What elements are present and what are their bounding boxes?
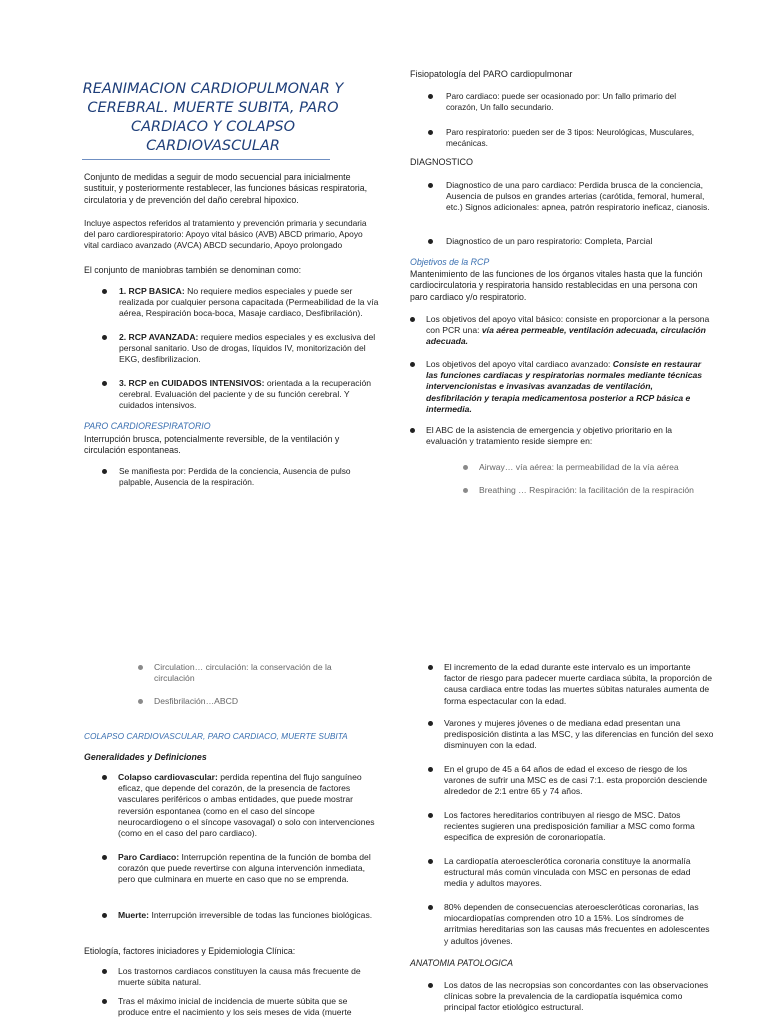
item-text: El ABC de la asistencia de emergencia y objetivo prioritario en la evaluación y tratamiento reside siempre en: [426,425,673,447]
bullet-icon [102,335,107,340]
bullet-icon [428,767,433,772]
list-item [410,359,710,425]
item-emphasis: vía aérea permeable, ventilación adecuada, circulación adecuada. [426,325,706,347]
list-item [463,462,713,485]
intro-paragraph: Conjunto de medidas a seguir de modo secuencial para inicialmente sustituir, y posteriormente restablecer, las funciones básicas respiratoria, circulatoria y de prevención del daño cerebral hipoxico. [84,172,368,205]
bullet-icon [428,94,433,99]
bullet-icon [463,465,468,470]
item-text: Desfibrilación…ABCD [154,696,239,706]
item-text: Varones y mujeres jóvenes o de mediana edad presentan una predisposición distinta a las MSC, y las diferencias en función del sexo disminuyen con la edad. [444,718,714,751]
item-text: 80% dependen de consecuencias ateroescleróticas coronarias, las miocardiopatías comprenden otro 10 a 15%. Los síndromes de arritmias hereditarias son las causas más frecuentes en adolescentes y adultos jóvenes. [444,902,710,946]
list-item [428,718,714,764]
anat-list [428,980,714,1014]
abc-list-top [463,462,713,496]
list-item [102,286,380,332]
bullet-icon [410,362,415,367]
list-item [410,425,710,447]
bullet-icon [428,813,433,818]
bullet-icon [102,999,107,1004]
bullet-icon [428,859,433,864]
colapso-heading: COLAPSO CARDIOVASCULAR, PARO CARDIACO, MUERTE SUBITA [84,731,348,741]
obj-intro: Mantenimiento de las funciones de los órganos vitales hasta que la función cardiocirculatoria y respiratoria hansido restablecidas en una persona con paro cardiaco y/o respiratorio. [410,269,703,302]
list-item [102,966,376,996]
paro-heading: PARO CARDIORESPIRATORIO [84,421,211,431]
item-text: Paro respiratorio: pueden ser de 3 tipos: Neurológicas, Musculares, mecánicas. [446,127,695,148]
item-label: Muerte: [118,910,150,920]
list-item [138,662,364,696]
bullet-icon [102,289,107,294]
bullet-icon [102,469,107,474]
definitions-list [102,772,376,921]
bullet-icon [138,665,143,670]
anat-heading: ANATOMIA PATOLOGICA [410,958,513,968]
bullet-icon [102,855,107,860]
item-text: Diagnostico de un paro respiratorio: Completa, Parcial [446,236,653,246]
item-text: Interrupción irreversible de todas las funciones biológicas. [151,910,373,920]
item-label: Paro Cardiaco: [118,852,180,862]
obj-list [410,314,710,447]
item-label: 2. RCP AVANZADA: [119,332,199,342]
bullet-icon [138,699,143,704]
bullet-icon [428,183,433,188]
list-item [428,127,704,149]
obj-heading: Objetivos de la RCP [410,257,490,267]
bullet-icon [102,381,107,386]
item-text: requiere medios especiales y es exclusiva del personal sanitario. Uso de drogas, líquidos IV, monitorización del EKG, desfibrilizacion. [119,332,376,365]
list-item [428,180,710,236]
etio-heading: Etiología, factores iniciadores y Epidemiologia Clínica: [84,946,296,956]
item-text: Interrupción repentina de la función de bomba del corazón que puede revertirse con alguna intervención inmediata, pero que culminara en muerte en caso que no se emprenda. [118,852,371,885]
item-text: Tras el máximo inicial de incidencia de muerte súbita que se produce entre el nacimiento y los seis meses de vida (muerte [118,996,352,1018]
diag-heading: DIAGNOSTICO [410,157,474,167]
item-emphasis: Consiste en restaurar las funciones cardiacas y respiratorias normales mediante técnicas intervencionistas e invasivas avanzadas de ventilación, desfibrilación y terapia medicamentosa posterior a RCP básica e intermedia. [426,359,703,414]
list-item [428,236,710,247]
item-text: La cardiopatía ateroesclerótica coronaria constituye la anormalía estructural más común vinculada con MSC en personas de edad media y adultos mayores. [444,856,691,889]
paro-definition: Interrupción brusca, potencialmente reversible, de la ventilación y circulación espontaneas. [84,434,340,456]
list-item [102,852,376,910]
document-title: REANIMACION CARDIOPULMONAR Y CEREBRAL. MUERTE SUBITA, PARO CARDIACO Y COLAPSO CARDIOVASCULAR [82,81,344,154]
item-text: No requiere medios especiales y puede ser realizada por cualquier persona capacitada (Permeabilidad de la vía aérea, Respiración boca-boca, Masaje cardiaco, Desfibrilación). [119,286,379,319]
item-label: 3. RCP en CUIDADOS INTENSIVOS: [119,378,265,388]
maneuvers-intro: El conjunto de maniobras también se denominan como: [84,265,302,275]
fisio-list [428,91,704,149]
list-item [428,810,714,856]
bullet-icon [428,905,433,910]
abc-list-bottom [138,662,364,707]
gen-heading: Generalidades y Definiciones [84,752,207,762]
list-item [428,980,714,1014]
bullet-icon [463,488,468,493]
list-item [410,314,710,359]
item-text: perdida repentina del flujo sanguíneo eficaz, que depende del corazón, de la presencia de factores vasculares periféricos o ambas entidades, que puede mostrar reversión espontanea (como en el caso del síncope neurocardiogeno o el síncope vasovagal) o solo con intervenciones (como en el caso del paro cardiaco). [118,772,375,838]
item-label: Colapso cardiovascular: [118,772,218,782]
bullet-icon [102,913,107,918]
item-text: Los objetivos del apoyo vital cardiaco avanzado: [426,359,611,369]
list-item [138,696,364,707]
bullet-icon [102,969,107,974]
bullet-icon [428,130,433,135]
maneuvers-list [102,286,380,418]
list-item [428,764,714,810]
etio-list [102,966,376,1018]
item-label: 1. RCP BASICA: [119,286,185,296]
item-text: Breathing … Respiración: la facilitación de la respiración [479,485,694,495]
item-text: El incremento de la edad durante este intervalo es un importante factor de riesgo para padecer muerte cardiaca súbita, la proporción de causa cardiaca entre todas las muertes súbitas naturales aumenta de forma espectacular con la edad. [444,662,712,706]
includes-paragraph: Incluye aspectos referidos al tratamiento y prevención primaria y secundaria del paro cardiorespiratorio: Apoyo vital básico (AVB) ABCD primario, Apoyo vital cardiaco avanzado (AVCA) ABCD secundario, Apoyo prolongado [84,218,367,250]
list-item [428,902,714,947]
bullet-icon [410,428,415,433]
list-item [102,378,380,418]
list-item [428,856,714,902]
list-item [428,91,704,127]
list-item [463,485,713,496]
item-text: Paro cardiaco: puede ser ocasionado por: Un fallo primario del corazón, Un fallo secundario. [446,91,677,112]
bullet-icon [410,317,415,322]
item-text: Se manifiesta por: Perdida de la conciencia, Ausencia de pulso palpable, Ausencia de la respiración. [119,466,351,487]
paro-list [102,466,372,488]
fisio-heading: Fisiopatología del PARO cardiopulmonar [410,69,573,79]
list-item [428,662,714,718]
list-item [102,910,376,921]
bullet-icon [428,665,433,670]
item-text: Los trastornos cardiacos constituyen la causa más frecuente de muerte súbita natural. [118,966,361,988]
list-item [102,332,380,378]
list-item [102,466,372,488]
bullet-icon [102,775,107,780]
item-text: Los datos de las necropsias son concordantes con las observaciones clínicas sobre la prevalencia de la cardiopatía isquémica como principal factor etiológico estructural. [444,980,709,1013]
list-item [102,996,376,1018]
item-text: Diagnostico de una paro cardiaco: Perdida brusca de la conciencia, Ausencia de pulsos en grandes arterias (carótida, femoral, humeral, etc.) Signos adicionales: apnea, patrón respiratorio ineficaz, cianosis. [446,180,710,213]
item-text: Los factores hereditarios contribuyen al riesgo de MSC. Datos recientes sugieren una predisposición familiar a MSC como forma especifica de expresión de coronariopatía. [444,810,695,843]
bullet-icon [428,983,433,988]
item-text: Airway… vía aérea: la permeabilidad de la vía aérea [479,462,679,472]
title-rule [82,159,330,160]
item-text: Los objetivos del apoyo vital básico: consiste en proporcionar a la persona con PCR una: [426,314,710,336]
msc-list [428,662,714,947]
bullet-icon [428,721,433,726]
bullet-icon [428,239,433,244]
item-text: Circulation… circulación: la conservación de la circulación [154,662,332,684]
list-item [102,772,376,852]
item-text: En el grupo de 45 a 64 años de edad el exceso de riesgo de los varones de sufrir una MSC es de casi 7:1. esta proporción desciende alrededor de 2:1 entre 65 y 74 años. [444,764,708,797]
diag-list [428,180,710,247]
item-text: orientada a la recuperación cerebral. Evaluación del paciente y de su función cerebral. Y cuidados intensivos. [119,378,372,411]
